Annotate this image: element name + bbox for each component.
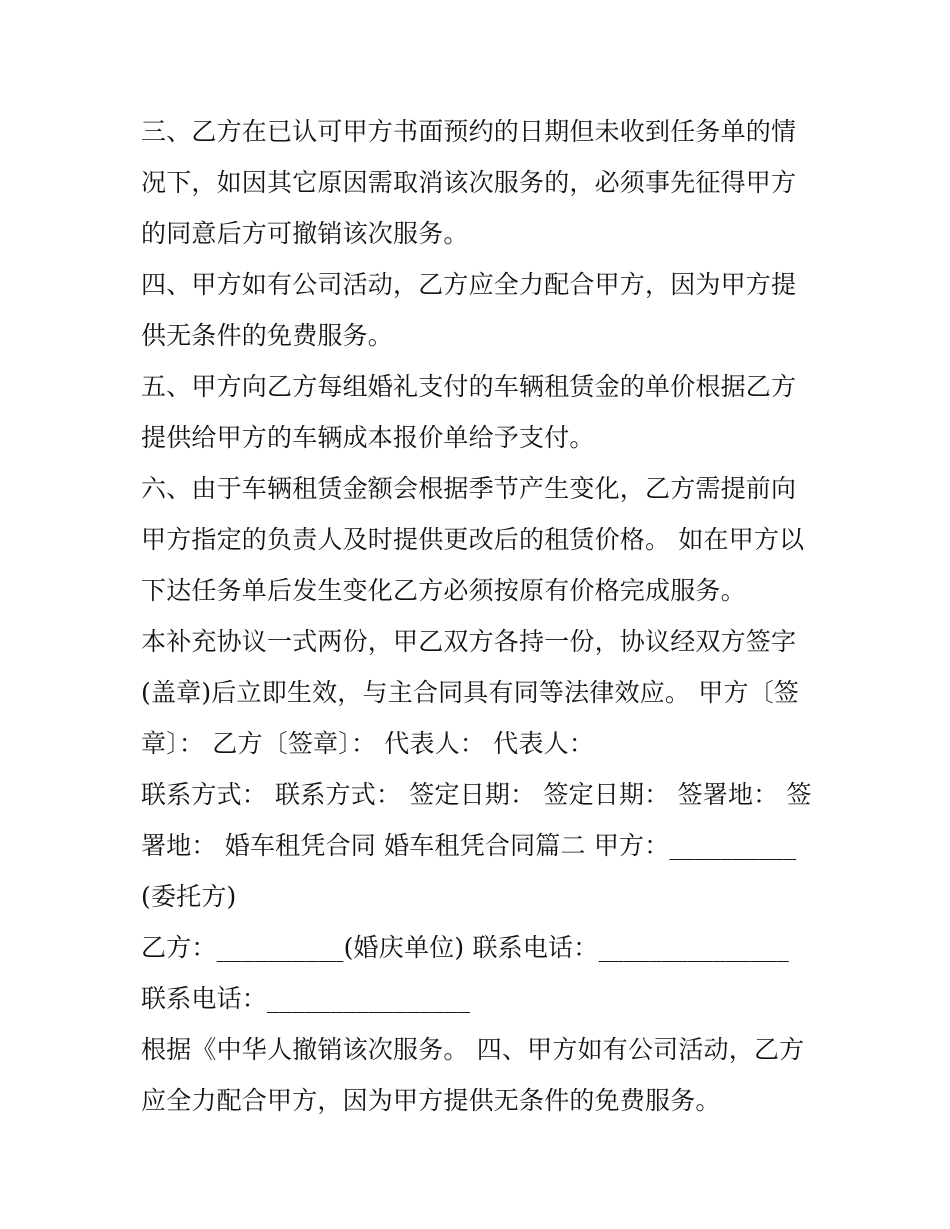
- document-body: [141, 106, 821, 1126]
- signature-contact-paragraph: 联系方式： 联系方式： 签定日期： 签定日期： 签署地： 签署地： 婚车租凭合同 婚车租凭合同篇二 甲方：__________(委托方): [141, 780, 812, 911]
- party-b-contact-paragraph: 乙方：__________(婚庆单位) 联系电话：_______________ 联系电话：________________: [141, 933, 798, 1013]
- agreement-effect-paragraph: 本补充协议一式两份，甲乙双方各持一份，协议经双方签字(盖章)后立即生效，与主合同具有同等法律效应。 甲方〔签章〕： 乙方〔签章〕： 代表人： 代表人：: [141, 627, 800, 758]
- basis-paragraph: 根据《中华人撤销该次服务。 四、甲方如有公司活动，乙方应全力配合甲方，因为甲方提供无条件的免费服务。: [141, 1035, 805, 1115]
- clause-three: 三、乙方在已认可甲方书面预约的日期但未收到任务单的情况下，如因其它原因需取消该次服务的，必须事先征得甲方的同意后方可撤销该次服务。: [141, 117, 797, 248]
- clause-five: 五、甲方向乙方每组婚礼支付的车辆租赁金的单价根据乙方提供给甲方的车辆成本报价单给予支付。: [141, 372, 797, 452]
- clause-four: 四、甲方如有公司活动，乙方应全力配合甲方，因为甲方提供无条件的免费服务。: [141, 270, 797, 350]
- clause-six: 六、由于车辆租赁金额会根据季节产生变化，乙方需提前向甲方指定的负责人及时提供更改后的租赁价格。 如在甲方以下达任务单后发生变化乙方必须按原有价格完成服务。: [141, 474, 805, 605]
